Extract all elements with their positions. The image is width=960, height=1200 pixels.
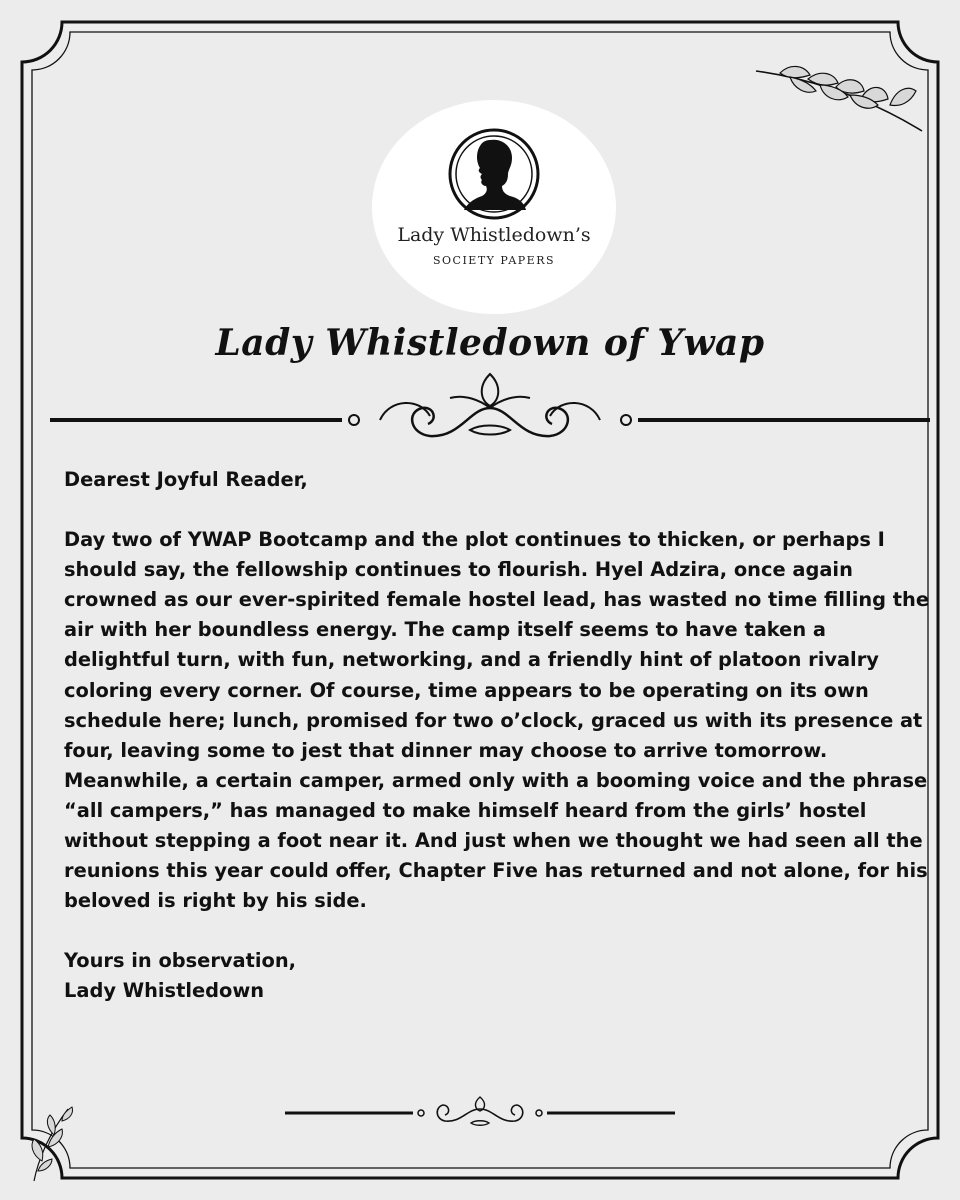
page-title: Lady Whistledown of Ywap xyxy=(215,322,765,364)
salutation: Dearest Joyful Reader, xyxy=(64,468,308,491)
letter-paragraph: Day two of YWAP Bootcamp and the plot continues to thicken, or perhaps I should say, the fellowship continues to flourish. Hyel Adzira, once again crowned as our ever-spirited female hostel lead, has wasted no time filling the air with her boundless energy. The camp itself seems to have taken a delightful turn, with fun, networking, and a friendly hint of platoon rivalry coloring every corner. Of course, time appears to be operating on its own schedule here; lunch, promised for two o’clock, graced us with its presence at four, leaving some to jest that dinner may choose to arrive tomorrow. Meanwhile, a certain camper, armed only with a booming voice and the phrase “all campers,” has managed to make himself heard from the girls’ hostel without stepping a foot near it. And just when we thought we had seen all the reunions this year could offer, Chapter Five has returned and not alone, for his beloved is right by his side. xyxy=(64,528,930,913)
letter-body xyxy=(64,465,936,1007)
logo-name: Lady Whistledown’s xyxy=(397,224,591,246)
signature: Lady Whistledown xyxy=(64,979,265,1003)
society-papers-logo xyxy=(372,100,616,314)
closing-block xyxy=(64,946,936,1006)
leaf-sprig-icon xyxy=(24,1105,84,1185)
flourish-divider-icon xyxy=(50,368,930,448)
closing-line: Yours in observation, xyxy=(64,949,297,973)
cameo-silhouette-icon xyxy=(446,126,542,222)
small-flourish-divider-icon xyxy=(285,1093,675,1133)
olive-branch-icon xyxy=(750,55,930,135)
logo-subtitle: SOCIETY PAPERS xyxy=(432,254,556,267)
